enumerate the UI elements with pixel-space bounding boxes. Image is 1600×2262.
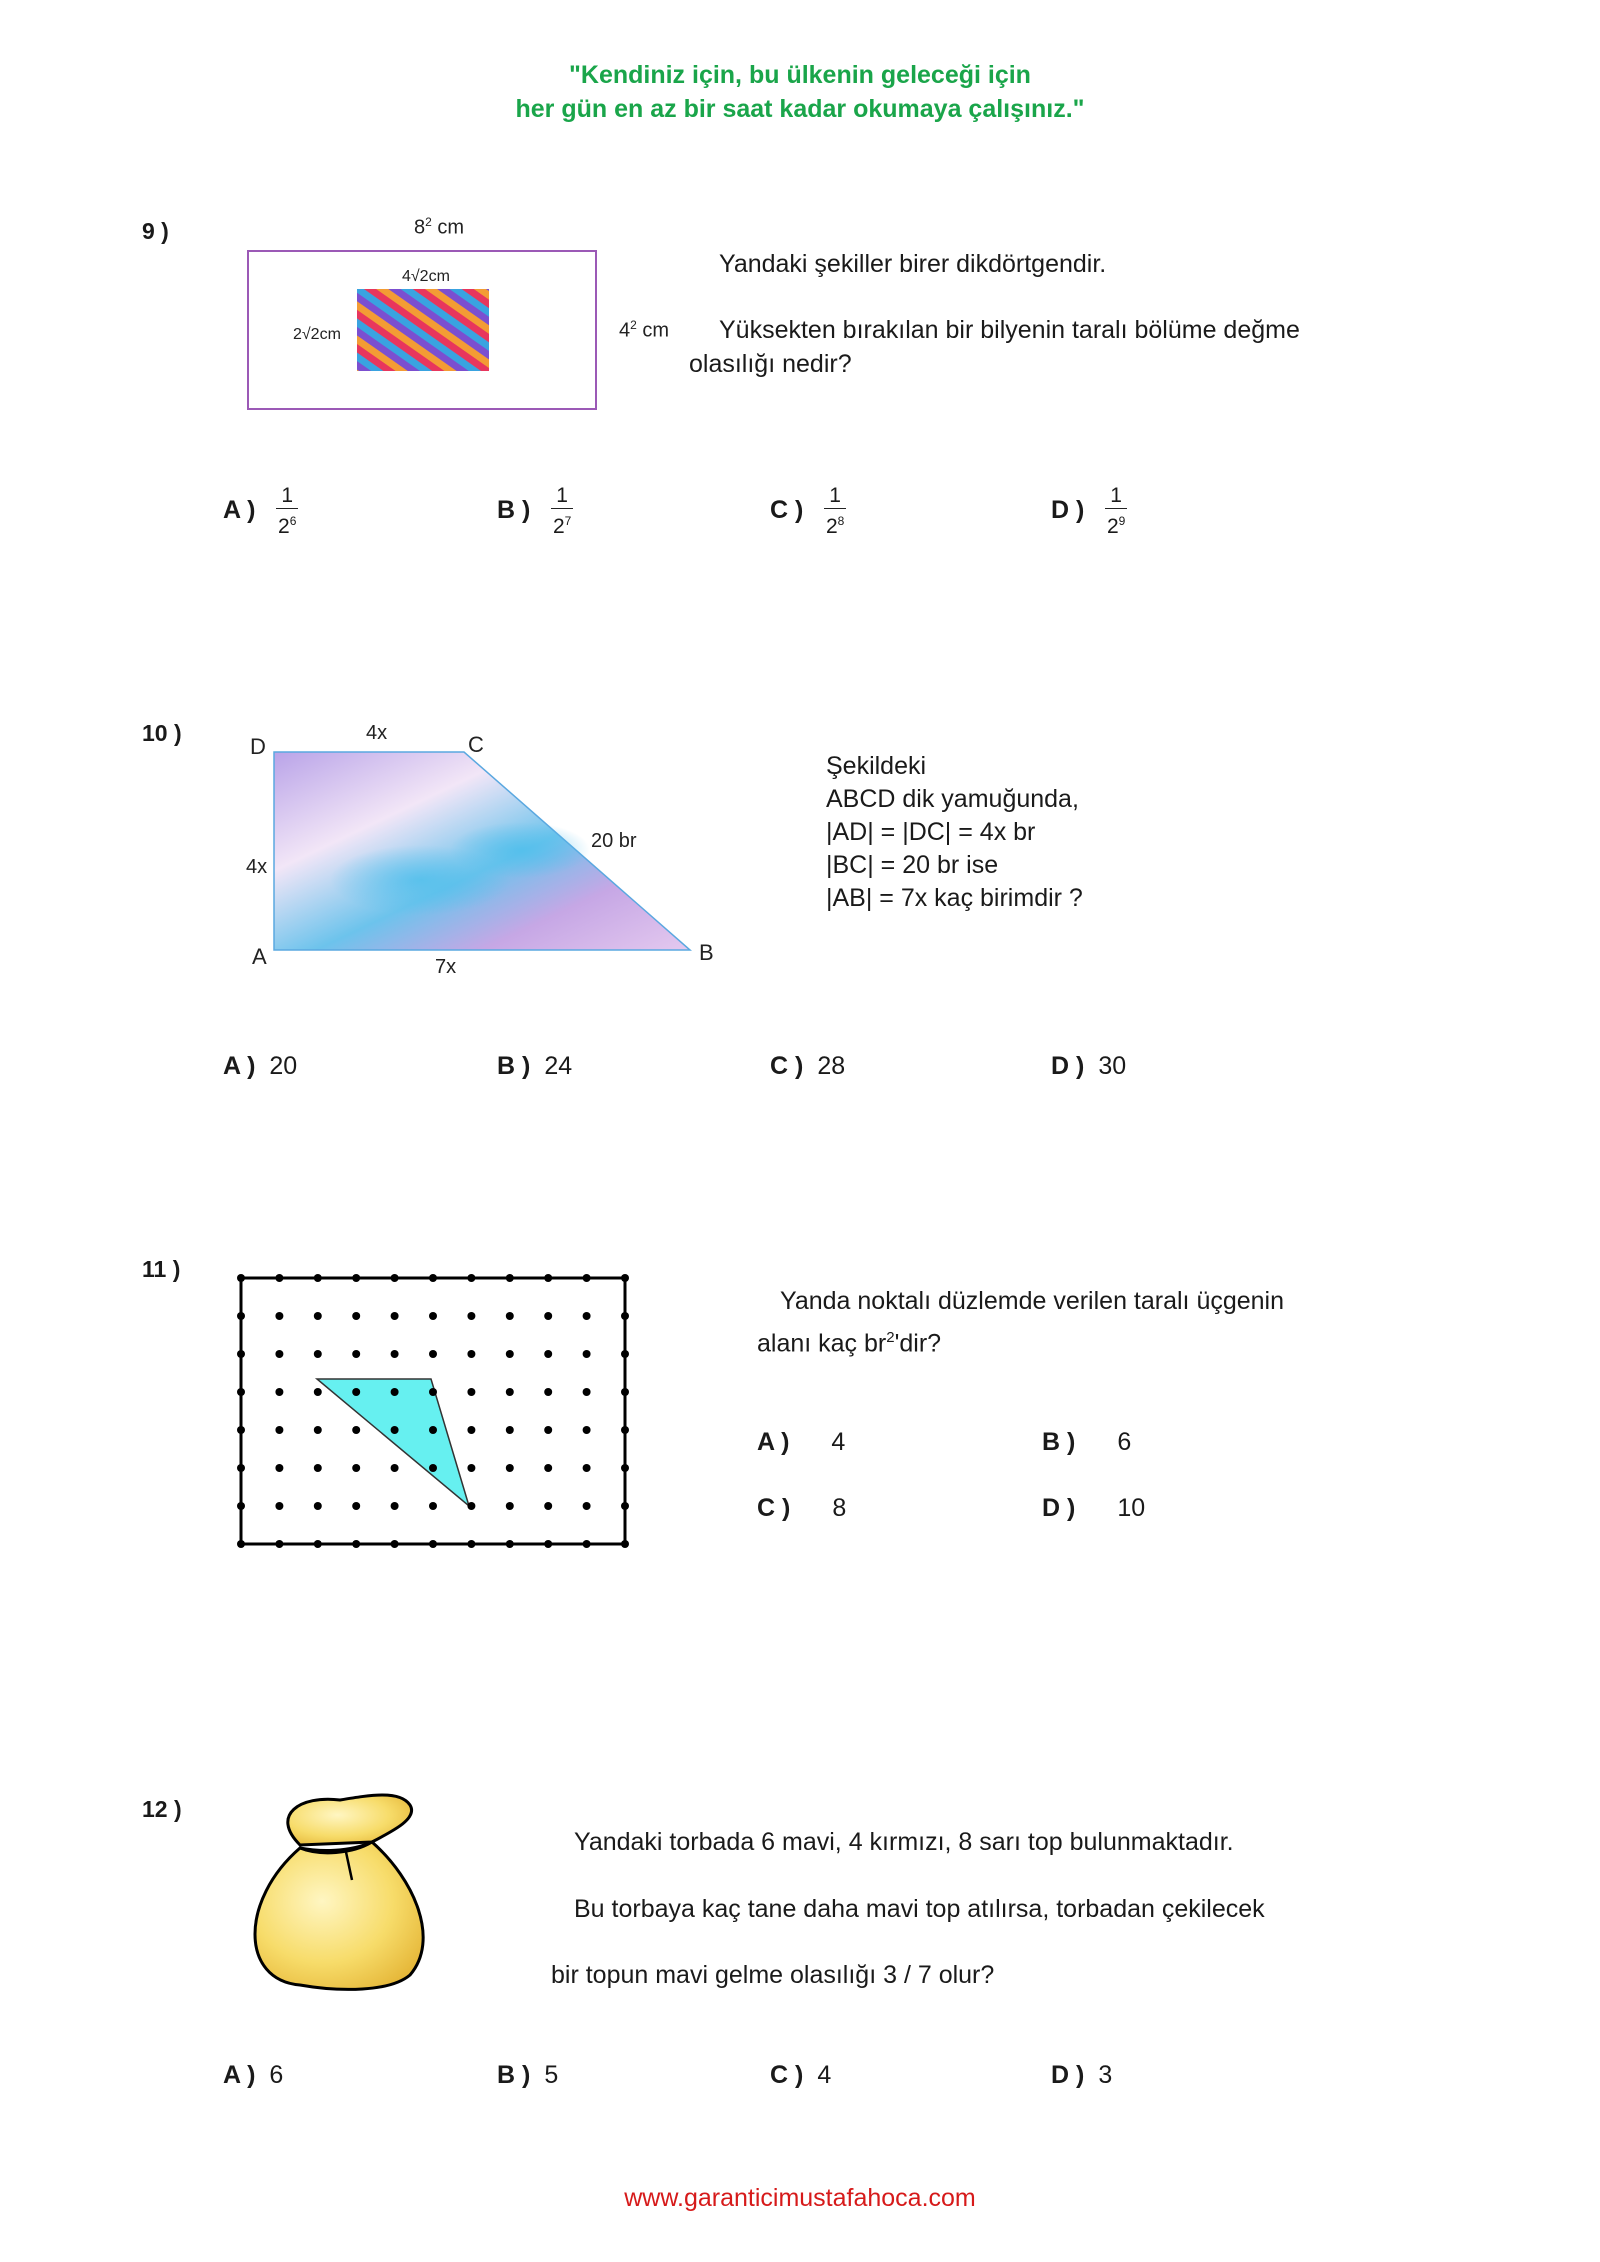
- option-letter: B ): [497, 496, 531, 525]
- vertex-d-label: D: [250, 734, 266, 759]
- q11-text-line-1: Yanda noktalı düzlemde verilen taralı üçgenin: [780, 1287, 1285, 1315]
- inner-rect-width-label: 4√2cm: [402, 268, 450, 285]
- option-value: 28: [817, 1052, 846, 1080]
- q12-text-line-3: bir topun mavi gelme olasılığı 3 / 7 olur?: [551, 1961, 995, 1989]
- q10-text-line-1: Şekildeki: [826, 752, 927, 780]
- q10-text-line-5: |AB| = 7x kaç birimdir ?: [826, 884, 1083, 912]
- denominator-exponent: 7: [564, 514, 572, 528]
- sack-top: [288, 1795, 412, 1845]
- q10-text-line-4: |BC| = 20 br ise: [826, 851, 999, 879]
- option-letter: D ): [1051, 496, 1085, 525]
- option-value: 3: [1098, 2061, 1113, 2089]
- fraction-numerator: 1: [824, 484, 846, 509]
- header-line-1: "Kendiniz için, bu ülkenin geleceği için: [569, 61, 1031, 89]
- option-letter: C ): [770, 2061, 804, 2089]
- outer-width-exp: 2: [425, 215, 432, 229]
- q12-text-line-1: Yandaki torbada 6 mavi, 4 kırmızı, 8 sarı top bulunmaktadır.: [574, 1828, 1234, 1856]
- q12-option-a[interactable]: [223, 2061, 283, 2090]
- option-letter: A ): [223, 496, 256, 525]
- option-letter: C ): [770, 1052, 804, 1080]
- option-letter: A ): [223, 1052, 256, 1080]
- q10-text-line-3: |AD| = |DC| = 4x br: [826, 818, 1036, 846]
- fraction-numerator: 1: [551, 484, 573, 509]
- option-letter: B ): [497, 1052, 531, 1080]
- option-value: 6: [1117, 1428, 1132, 1456]
- q12-option-c[interactable]: [770, 2061, 831, 2090]
- question-12-number: 12 ): [142, 1796, 182, 1822]
- outer-height-exp: 2: [630, 318, 637, 332]
- text-segment: alanı kaç br: [757, 1329, 887, 1358]
- option-letter: B ): [1042, 1428, 1076, 1456]
- sack-body: [255, 1842, 423, 1989]
- q10-text-line-2: ABCD dik yamuğunda,: [826, 785, 1079, 813]
- q9-text-line-2: Yüksekten bırakılan bir bilyenin taralı bölüme değme: [719, 316, 1300, 344]
- option-value: 24: [544, 1052, 573, 1080]
- text-superscript: 2: [886, 1329, 895, 1346]
- vertex-a-label: A: [252, 944, 267, 969]
- inner-rect-height-label: 2√2cm: [293, 326, 341, 343]
- q9-text-line-3: olasılığı nedir?: [689, 350, 852, 378]
- denominator-exponent: 6: [289, 514, 297, 528]
- question-11-number: 11 ): [142, 1256, 181, 1282]
- option-letter: C ): [757, 1494, 791, 1522]
- option-letter: B ): [497, 2061, 531, 2089]
- outer-width-unit: cm: [431, 216, 465, 239]
- q12-text-line-2: Bu torbaya kaç tane daha mavi top atılırsa, torbadan çekilecek: [574, 1895, 1265, 1923]
- q9-text-line-1: Yandaki şekiller birer dikdörtgendir.: [719, 250, 1107, 278]
- option-letter: D ): [1051, 2061, 1085, 2089]
- fraction-numerator: 1: [1105, 484, 1127, 509]
- option-letter: D ): [1042, 1494, 1076, 1522]
- side-ab-label: 7x: [435, 956, 457, 978]
- fraction-numerator: 1: [276, 484, 298, 509]
- option-value: 4: [817, 2061, 832, 2089]
- option-letter: D ): [1051, 1052, 1085, 1080]
- option-letter: A ): [223, 2061, 256, 2089]
- option-value: 10: [1117, 1494, 1146, 1522]
- denominator-base: 2: [278, 515, 290, 538]
- denominator-exponent: 9: [1118, 514, 1126, 528]
- q12-option-d[interactable]: [1051, 2061, 1112, 2090]
- vertex-b-label: B: [699, 940, 714, 965]
- side-bc-label: 20 br: [591, 830, 637, 852]
- side-dc-label: 4x: [366, 722, 388, 744]
- q12-option-b[interactable]: [497, 2061, 558, 2090]
- option-letter: A ): [757, 1428, 790, 1456]
- footer-url[interactable]: www.garanticimustafahoca.com: [624, 2184, 976, 2212]
- outer-width-base: 8: [414, 216, 426, 239]
- denominator-base: 2: [552, 515, 565, 538]
- text-segment: 'dir?: [894, 1329, 942, 1358]
- outer-height-unit: cm: [636, 319, 670, 342]
- vertex-c-label: C: [468, 732, 484, 757]
- option-value: 30: [1098, 1052, 1127, 1080]
- option-value: 6: [269, 2061, 284, 2089]
- option-value: 20: [269, 1052, 298, 1080]
- question-9-number: 9 ): [142, 218, 169, 244]
- option-value: 5: [544, 2061, 559, 2089]
- option-value: 8: [832, 1494, 847, 1522]
- header-line-2: her gün en az bir saat kadar okumaya çalışınız.": [515, 95, 1085, 123]
- side-ad-label: 4x: [246, 856, 268, 878]
- outer-height-base: 4: [619, 319, 631, 342]
- denominator-base: 2: [1106, 515, 1119, 538]
- denominator-base: 2: [825, 515, 838, 538]
- option-value: 4: [831, 1428, 846, 1456]
- question-10-number: 10 ): [142, 720, 182, 746]
- option-letter: C ): [770, 496, 804, 525]
- denominator-exponent: 8: [837, 514, 845, 528]
